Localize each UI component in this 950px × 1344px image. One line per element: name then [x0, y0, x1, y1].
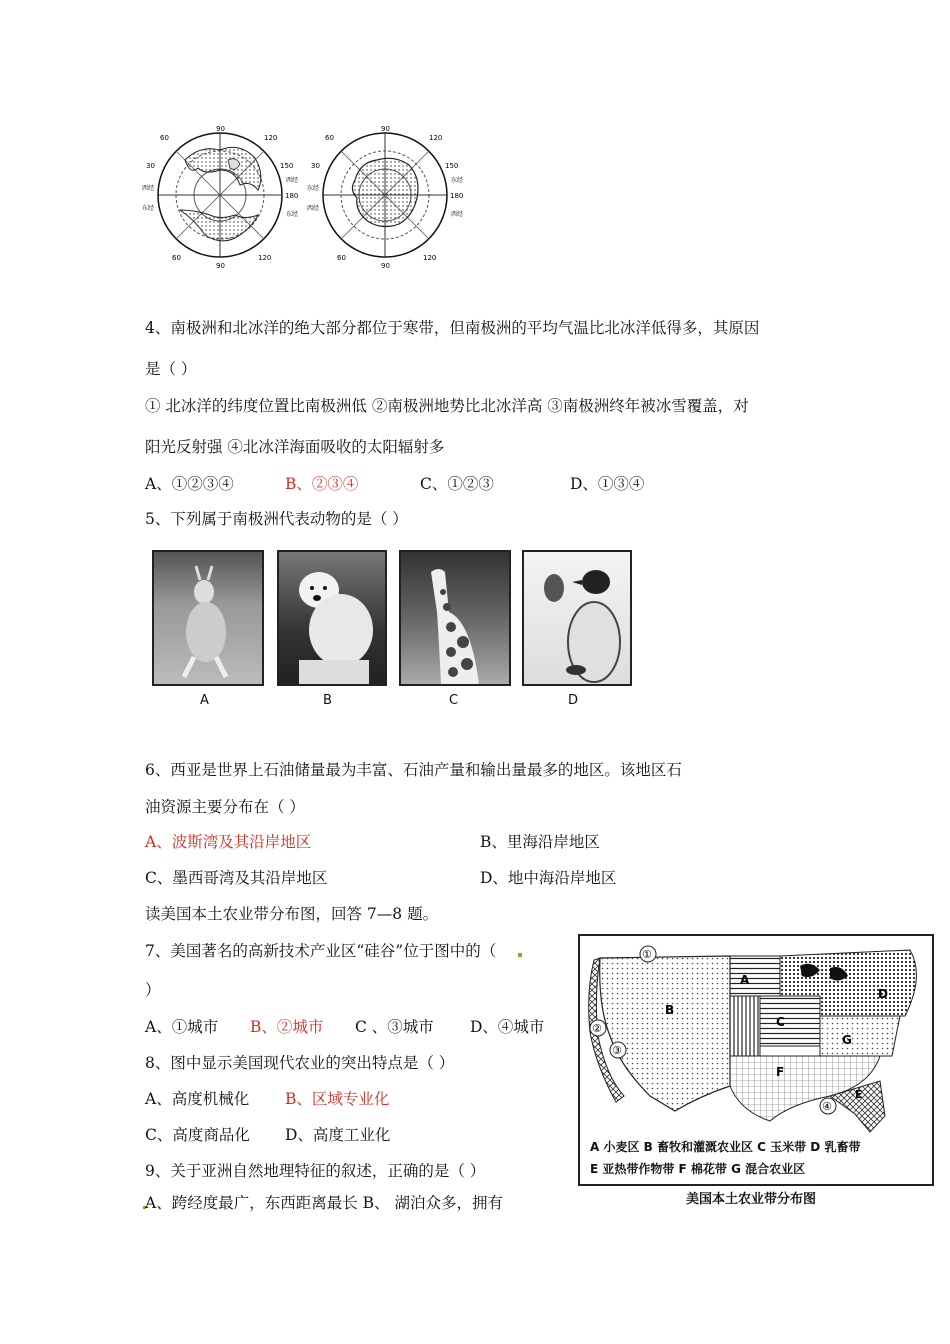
- photo-giraffe: [399, 550, 511, 686]
- q8-option-c: C、高度商品化: [145, 1126, 250, 1144]
- map-legend-line1: A 小麦区 B 畜牧和灌溉农业区 C 玉米带 D 乳畜带: [590, 1140, 861, 1154]
- arctic-label-30-left: 30: [146, 162, 155, 170]
- antarctic-side-left-lower: 西经: [307, 205, 320, 212]
- map-caption: 美国本土农业带分布图: [686, 1192, 817, 1207]
- q6-option-d: D、地中海沿岸地区: [480, 869, 617, 887]
- q4-stem-line2: 是（ ）: [145, 360, 197, 378]
- q4-stem-line1: 4、南极洲和北冰洋的绝大部分都位于寒带，但南极洲的平均气温比北冰洋低得多，其原因: [145, 319, 760, 337]
- q4-option-d: D、①③④: [570, 475, 645, 493]
- arctic-map: [142, 125, 298, 270]
- map-region-f: F: [776, 1065, 785, 1079]
- arctic-side-left: 西经: [142, 185, 155, 192]
- q4-option-a: A、①②③④: [145, 475, 234, 493]
- q6-option-a-answer: A、波斯湾及其沿岸地区: [145, 833, 312, 851]
- arctic-label-60-bottom: 60: [172, 254, 181, 262]
- arctic-label-90-bottom: 90: [216, 262, 225, 270]
- q7-option-c: C 、③城市: [355, 1018, 434, 1036]
- map-region-c: C: [776, 1015, 785, 1029]
- us-agriculture-map: [578, 934, 934, 1186]
- arctic-side-right: 西经: [286, 177, 299, 184]
- q8-option-a: A、高度机械化: [145, 1090, 250, 1108]
- q4-detail-line1: ① 北冰洋的纬度位置比南极洲低 ②南极洲地势比北冰洋高 ③南极洲终年被冰雪覆盖，对: [145, 397, 749, 415]
- antarctic-label-120-bottom: 120: [423, 254, 437, 262]
- map-city-2: ②: [592, 1022, 602, 1035]
- arctic-label-60-left: 60: [160, 134, 169, 142]
- antarctic-top-label: 90: [381, 125, 390, 133]
- q4-option-c: C、①②③: [420, 475, 494, 493]
- q4-detail-line2: 阳光反射强 ④北冰洋海面吸收的太阳辐射多: [145, 438, 445, 456]
- q7-stem-line2: ）: [145, 981, 161, 999]
- q7-option-d: D、④城市: [470, 1018, 545, 1036]
- arctic-side-right-lower: 东经: [286, 211, 299, 218]
- antarctic-side-right-lower: 西经: [451, 211, 464, 218]
- map-city-1: ①: [642, 948, 652, 961]
- q6-stem-line1: 6、西亚是世界上石油储量最为丰富、石油产量和输出量最多的地区。该地区石: [145, 761, 682, 779]
- map-region-a: A: [740, 973, 750, 987]
- q6-option-c: C、墨西哥湾及其沿岸地区: [145, 869, 328, 887]
- q7-marker-dot: [518, 953, 522, 957]
- intro-7-8: 读美国本土农业带分布图，回答 7—8 题。: [145, 905, 439, 923]
- photo-label-a: A: [200, 693, 209, 708]
- photo-label-d: D: [568, 693, 579, 708]
- antarctic-map: [307, 125, 463, 270]
- photo-polar-bear: [277, 550, 387, 686]
- q9-stem: 9、关于亚洲自然地理特征的叙述，正确的是（ ）: [145, 1162, 486, 1180]
- photo-label-c: C: [449, 693, 459, 708]
- antarctic-label-120: 120: [429, 134, 443, 142]
- antarctic-label-60-bottom: 60: [337, 254, 346, 262]
- q8-option-d: D、高度工业化: [285, 1126, 391, 1144]
- map-region-b: B: [665, 1003, 675, 1017]
- antarctic-label-150: 150: [445, 162, 459, 170]
- map-legend-line2: E 亚热带作物带 F 棉花带 G 混合农业区: [590, 1162, 806, 1176]
- q6-option-b: B、里海沿岸地区: [480, 833, 600, 851]
- photo-penguin: [522, 550, 632, 686]
- q7-stem-line1: 7、美国著名的高新技术产业区“硅谷”位于图中的（: [145, 942, 497, 960]
- q5-stem: 5、下列属于南极洲代表动物的是（ ）: [145, 510, 408, 528]
- polar-maps-figure: [140, 120, 470, 270]
- arctic-top-label: 90: [216, 125, 225, 133]
- q6-stem-line2: 油资源主要分布在（ ）: [145, 798, 305, 816]
- q8-option-b-answer: B、区域专业化: [285, 1090, 390, 1108]
- antarctic-label-180: 180: [450, 192, 464, 200]
- map-city-4: ④: [822, 1100, 832, 1113]
- antarctic-label-60-left: 60: [325, 134, 334, 142]
- arctic-label-150: 150: [280, 162, 294, 170]
- antarctic-side-right: 东经: [451, 177, 464, 184]
- arctic-side-left-lower: 东经: [142, 205, 155, 212]
- q8-stem: 8、图中显示美国现代农业的突出特点是（ ）: [145, 1054, 455, 1072]
- arctic-label-120: 120: [264, 134, 278, 142]
- q7-option-b-answer: B、②城市: [250, 1018, 324, 1036]
- map-city-3: ③: [612, 1044, 622, 1057]
- antarctic-side-left: 东经: [307, 185, 320, 192]
- arctic-label-180: 180: [285, 192, 299, 200]
- photo-label-b: B: [323, 693, 332, 708]
- arctic-label-120-bottom: 120: [258, 254, 272, 262]
- map-region-g: G: [842, 1033, 852, 1047]
- q4-option-b-answer: B、②③④: [285, 475, 359, 493]
- map-region-e: E: [855, 1088, 863, 1101]
- antarctic-label-90-bottom: 90: [381, 262, 390, 270]
- antarctic-label-30-left: 30: [311, 162, 320, 170]
- map-region-d: D: [878, 987, 888, 1001]
- q9-line2: A、跨经度最广，东西距离最长 B、 湖泊众多，拥有: [145, 1194, 503, 1212]
- q7-option-a: A、①城市: [145, 1018, 219, 1036]
- photo-kangaroo: [152, 550, 264, 686]
